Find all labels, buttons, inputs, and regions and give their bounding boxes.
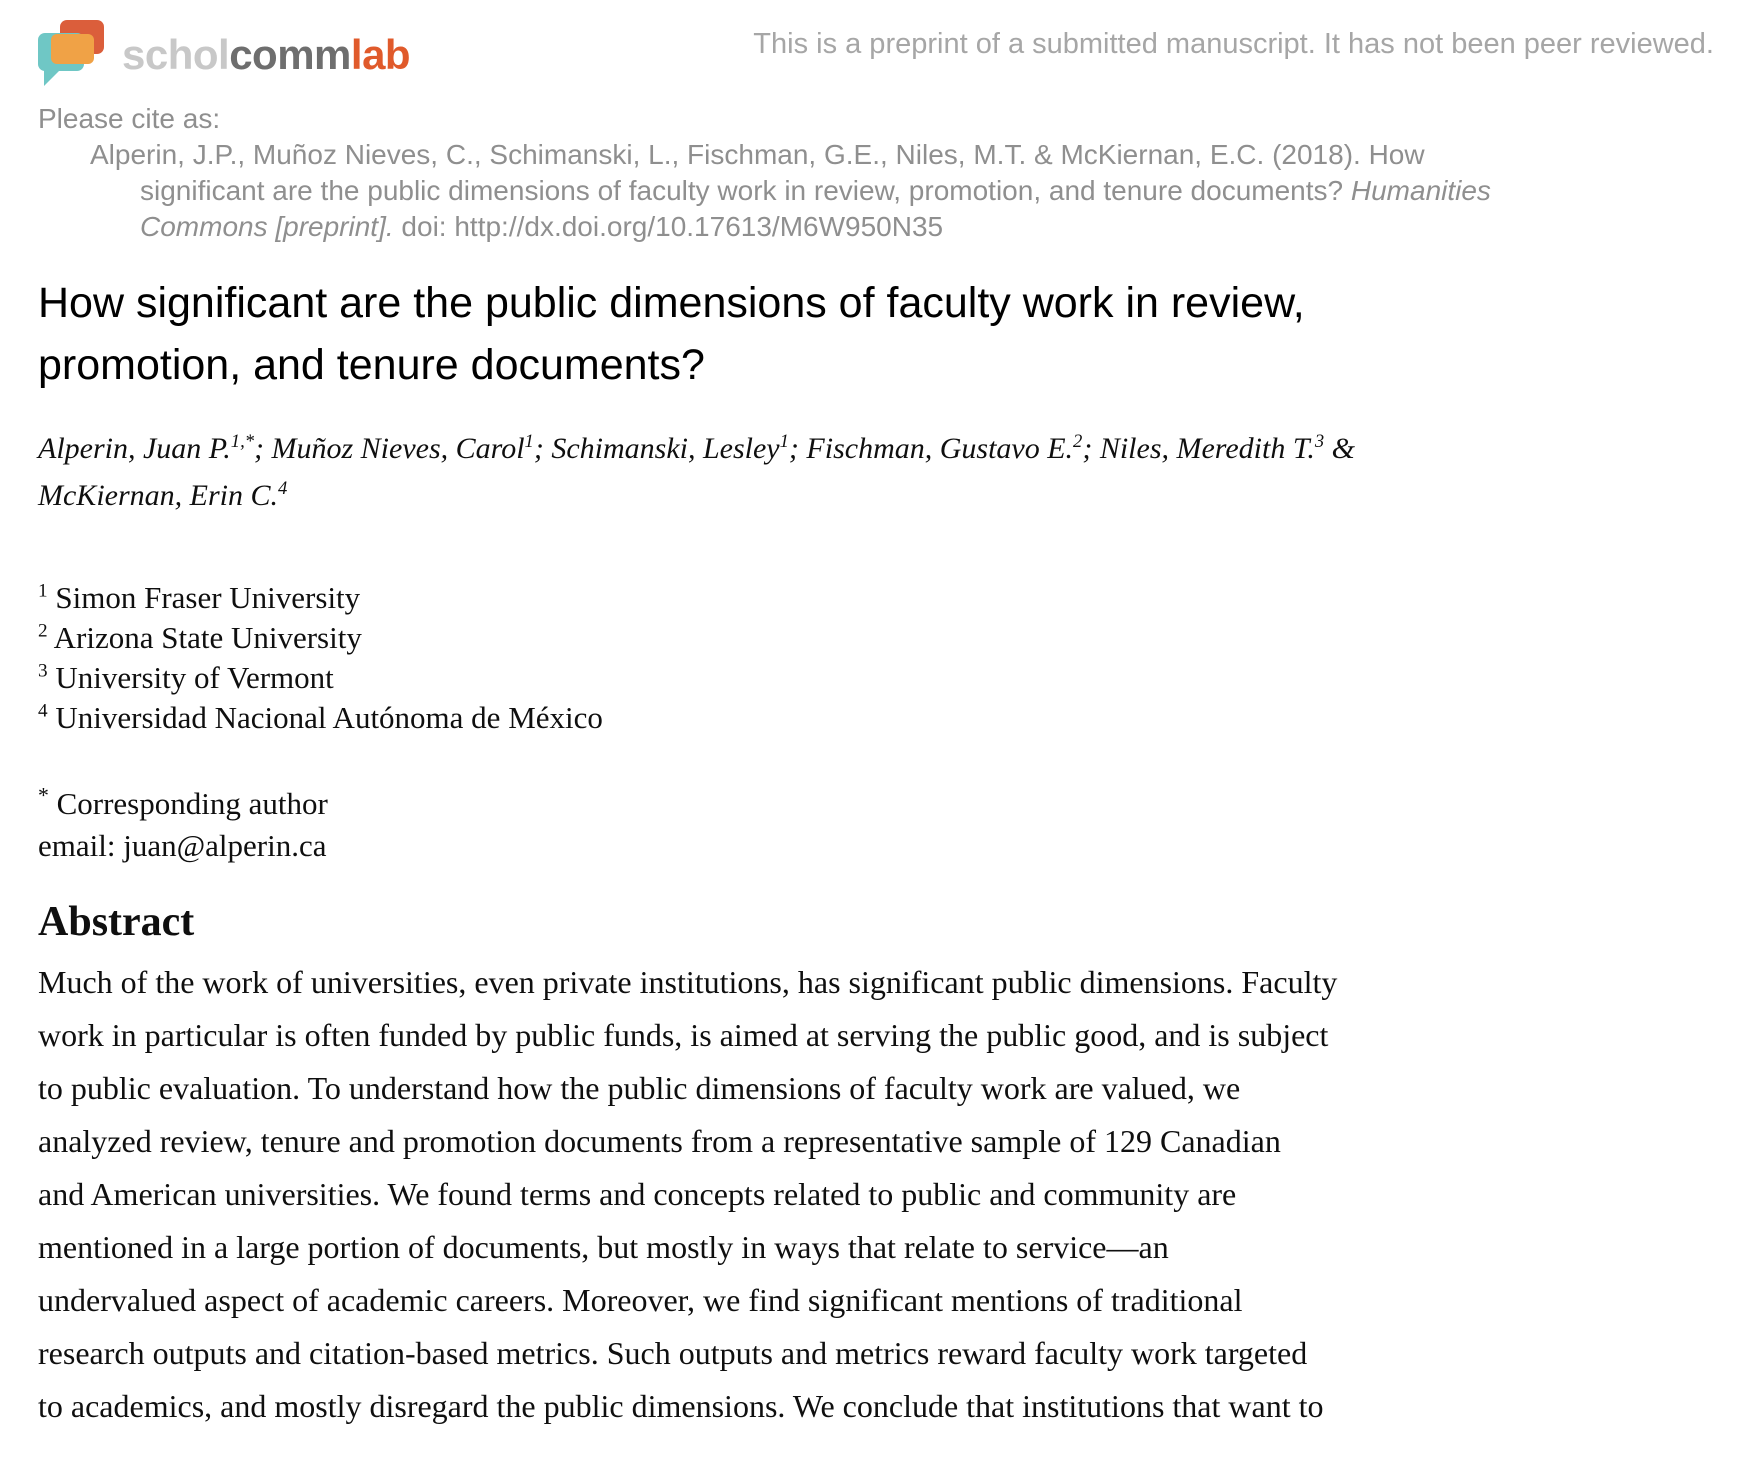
abstract-line: Much of the work of universities, even private institutions, has significant public dimensions. Faculty	[38, 964, 1338, 1000]
authors-line: McKiernan, Erin C.$^4$	[38, 478, 288, 512]
abstract-line: undervalued aspect of academic careers. Moreover, we find significant mentions of traditional	[38, 1282, 1243, 1318]
speech-bubbles-icon	[38, 20, 106, 90]
teal-bubble-tail-icon	[44, 70, 60, 86]
paper-title-line: promotion, and tenure documents?	[38, 341, 705, 389]
preprint-disclaimer: This is a preprint of a submitted manuscript. It has not been peer reviewed.	[753, 28, 1714, 60]
abstract-text	[38, 956, 1722, 1433]
authors	[38, 425, 1714, 519]
abstract-heading: Abstract	[38, 899, 195, 945]
affiliation-line: $^1$ Simon Fraser University	[38, 580, 361, 615]
paper-title	[38, 272, 1714, 396]
citation-line: significant are the public dimensions of faculty work in review, promotion, and tenure documents? Humanities	[140, 175, 1491, 206]
authors-line: Alperin, Juan P.$^{1,*}$; Muñoz Nieves, Carol$^1$; Schimanski, Lesley$^1$; Fischman, Gustavo E.$^2$; Niles, Meredith T.$^3$ &	[38, 431, 1355, 465]
paper-title-line: How significant are the public dimensions of faculty work in review,	[38, 279, 1305, 327]
abstract-line: work in particular is often funded by public funds, is aimed at serving the public good, and is subject	[38, 1017, 1329, 1053]
logo-text-schol: schol	[122, 31, 230, 78]
affiliations	[38, 578, 1714, 738]
logo-text-lab: lab	[350, 31, 411, 78]
logo-wordmark	[122, 20, 410, 90]
affiliation-line: $^4$ Universidad Nacional Autónoma de México	[38, 700, 603, 735]
corresponding-author-email: email: juan@alperin.ca	[38, 828, 327, 863]
abstract-line: and American universities. We found terms and concepts related to public and community are	[38, 1176, 1237, 1212]
logo-text-comm: comm	[229, 31, 351, 78]
header	[38, 20, 1714, 100]
citation-block	[38, 101, 1714, 245]
corresponding-author-note: * Corresponding author	[38, 783, 328, 821]
correspondence	[38, 783, 1714, 867]
abstract-line: mentioned in a large portion of documents, but mostly in ways that relate to service—an	[38, 1229, 1169, 1265]
abstract-line: analyzed review, tenure and promotion documents from a representative sample of 129 Canadian	[38, 1123, 1281, 1159]
citation-label: Please cite as:	[38, 103, 221, 134]
abstract-line: to public evaluation. To understand how the public dimensions of faculty work are valued, we	[38, 1070, 1241, 1106]
abstract-line: research outputs and citation-based metrics. Such outputs and metrics reward faculty work targeted	[38, 1335, 1308, 1371]
abstract-line: to academics, and mostly disregard the public dimensions. We conclude that institutions that want to	[38, 1388, 1324, 1424]
citation-line: Alperin, J.P., Muñoz Nieves, C., Schimanski, L., Fischman, G.E., Niles, M.T. & McKiernan, E.C. (2018). How	[90, 139, 1425, 170]
citation-line: Commons [preprint]. doi: http://dx.doi.org/10.17613/M6W950N35	[140, 211, 944, 242]
affiliation-line: $^2$ Arizona State University	[38, 620, 362, 655]
affiliation-line: $^3$ University of Vermont	[38, 660, 334, 695]
amber-speech-bubble-icon	[51, 34, 94, 64]
